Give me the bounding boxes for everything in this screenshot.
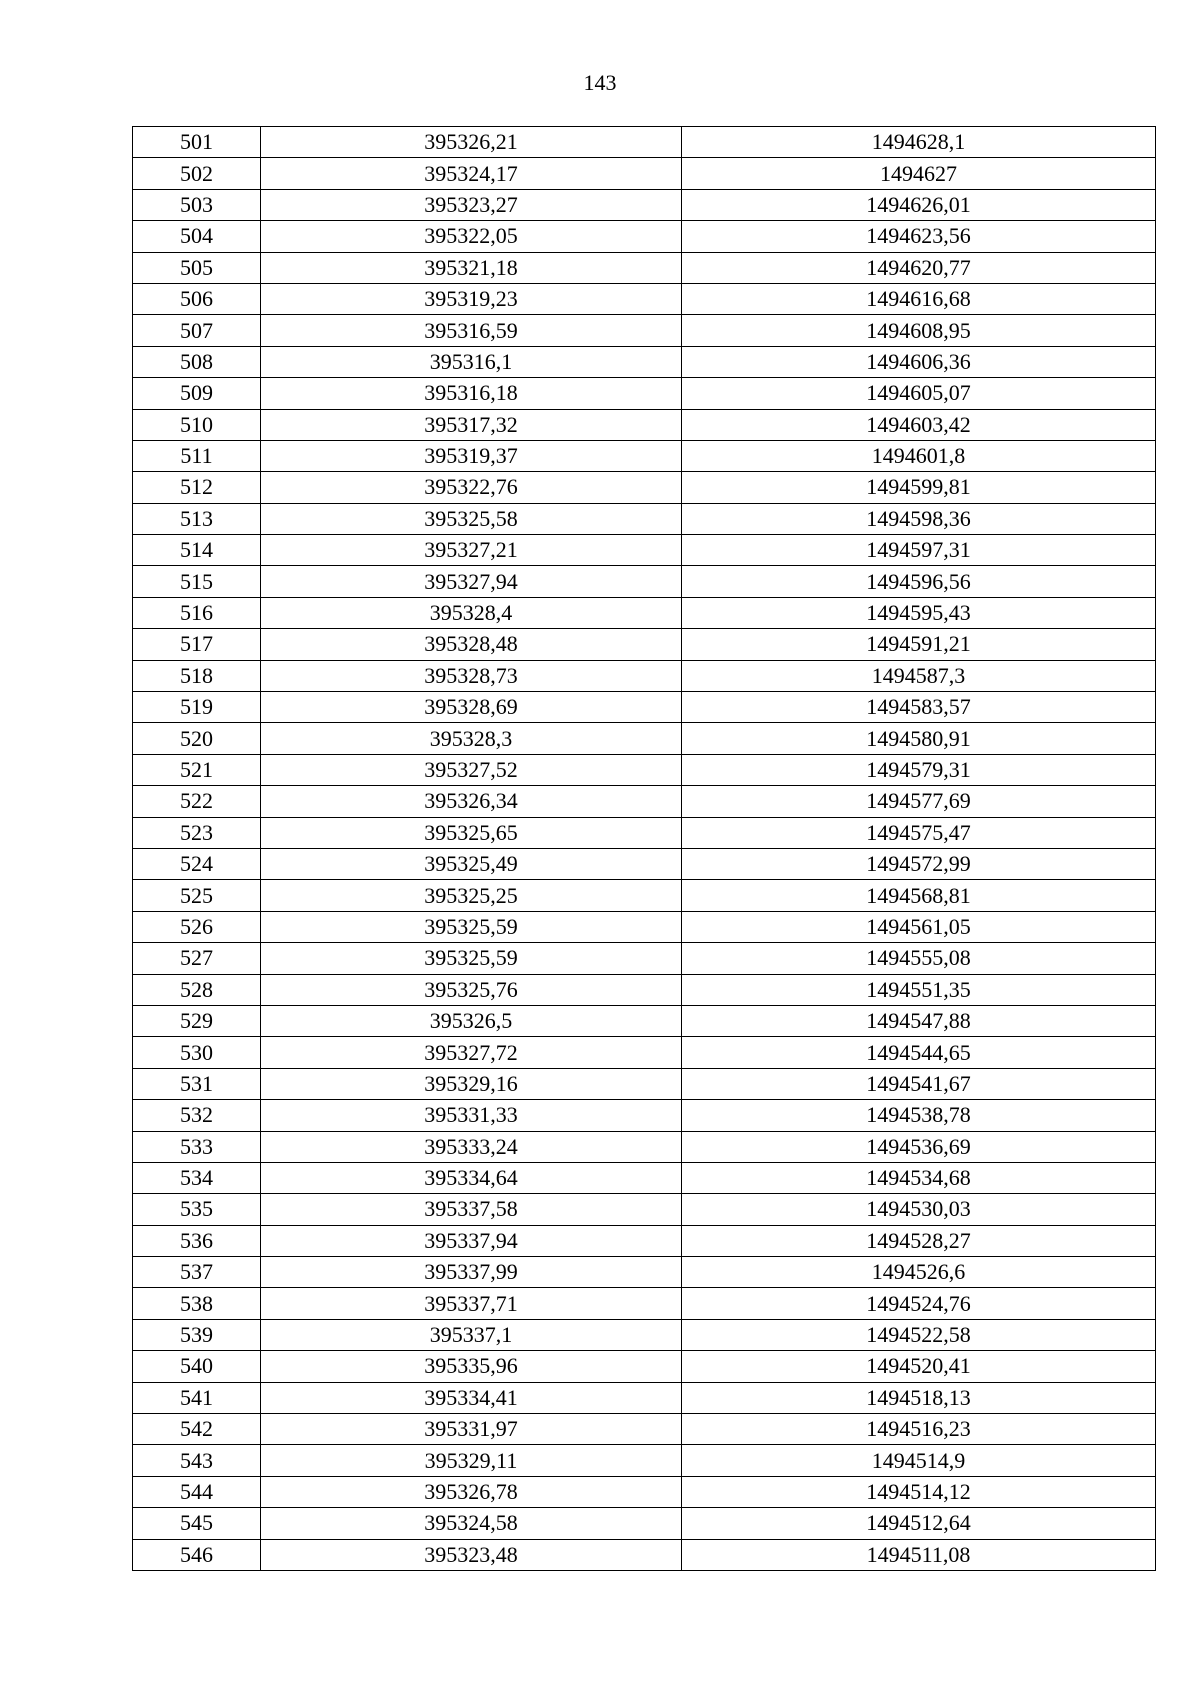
x-coordinate-cell: 395325,58 [261, 503, 682, 534]
x-coordinate-cell: 395323,27 [261, 189, 682, 220]
point-number-cell: 546 [133, 1539, 261, 1570]
table-row [133, 911, 1156, 942]
x-coordinate-cell: 395325,49 [261, 848, 682, 879]
y-coordinate-cell: 1494596,56 [682, 566, 1156, 597]
table-row [133, 660, 1156, 691]
y-coordinate-cell: 1494620,77 [682, 252, 1156, 283]
point-number-cell: 507 [133, 315, 261, 346]
point-number-cell: 539 [133, 1319, 261, 1350]
table-row [133, 848, 1156, 879]
point-number-cell: 534 [133, 1162, 261, 1193]
y-coordinate-cell: 1494512,64 [682, 1508, 1156, 1539]
table-row [133, 1037, 1156, 1068]
point-number-cell: 529 [133, 1005, 261, 1036]
x-coordinate-cell: 395327,72 [261, 1037, 682, 1068]
y-coordinate-cell: 1494597,31 [682, 535, 1156, 566]
x-coordinate-cell: 395328,4 [261, 597, 682, 628]
x-coordinate-cell: 395325,76 [261, 974, 682, 1005]
y-coordinate-cell: 1494514,12 [682, 1476, 1156, 1507]
table-row [133, 629, 1156, 660]
x-coordinate-cell: 395328,69 [261, 692, 682, 723]
table-row [133, 315, 1156, 346]
point-number-cell: 519 [133, 692, 261, 723]
table-row [133, 692, 1156, 723]
page-number: 143 [583, 70, 617, 95]
table-row [133, 880, 1156, 911]
y-coordinate-cell: 1494606,36 [682, 346, 1156, 377]
point-number-cell: 514 [133, 535, 261, 566]
table-row [133, 1319, 1156, 1350]
point-number-cell: 502 [133, 158, 261, 189]
x-coordinate-cell: 395327,21 [261, 535, 682, 566]
y-coordinate-cell: 1494530,03 [682, 1194, 1156, 1225]
table-row [133, 1100, 1156, 1131]
y-coordinate-cell: 1494518,13 [682, 1382, 1156, 1413]
point-number-cell: 509 [133, 378, 261, 409]
point-number-cell: 506 [133, 283, 261, 314]
x-coordinate-cell: 395324,58 [261, 1508, 682, 1539]
x-coordinate-cell: 395334,64 [261, 1162, 682, 1193]
y-coordinate-cell: 1494528,27 [682, 1225, 1156, 1256]
point-number-cell: 535 [133, 1194, 261, 1225]
x-coordinate-cell: 395333,24 [261, 1131, 682, 1162]
y-coordinate-cell: 1494605,07 [682, 378, 1156, 409]
table-row [133, 189, 1156, 220]
x-coordinate-cell: 395316,59 [261, 315, 682, 346]
y-coordinate-cell: 1494511,08 [682, 1539, 1156, 1570]
point-number-cell: 511 [133, 440, 261, 471]
table-row [133, 1414, 1156, 1445]
point-number-cell: 510 [133, 409, 261, 440]
table-row [133, 535, 1156, 566]
x-coordinate-cell: 395317,32 [261, 409, 682, 440]
x-coordinate-cell: 395319,37 [261, 440, 682, 471]
x-coordinate-cell: 395325,65 [261, 817, 682, 848]
x-coordinate-cell: 395337,58 [261, 1194, 682, 1225]
point-number-cell: 503 [133, 189, 261, 220]
point-number-cell: 533 [133, 1131, 261, 1162]
x-coordinate-cell: 395329,16 [261, 1068, 682, 1099]
x-coordinate-cell: 395337,1 [261, 1319, 682, 1350]
point-number-cell: 545 [133, 1508, 261, 1539]
y-coordinate-cell: 1494595,43 [682, 597, 1156, 628]
point-number-cell: 517 [133, 629, 261, 660]
y-coordinate-cell: 1494580,91 [682, 723, 1156, 754]
y-coordinate-cell: 1494538,78 [682, 1100, 1156, 1131]
y-coordinate-cell: 1494572,99 [682, 848, 1156, 879]
y-coordinate-cell: 1494577,69 [682, 786, 1156, 817]
table-row [133, 409, 1156, 440]
point-number-cell: 527 [133, 943, 261, 974]
point-number-cell: 521 [133, 754, 261, 785]
table-row [133, 346, 1156, 377]
y-coordinate-cell: 1494599,81 [682, 472, 1156, 503]
y-coordinate-cell: 1494608,95 [682, 315, 1156, 346]
table-row [133, 378, 1156, 409]
y-coordinate-cell: 1494603,42 [682, 409, 1156, 440]
x-coordinate-cell: 395316,1 [261, 346, 682, 377]
x-coordinate-cell: 395331,33 [261, 1100, 682, 1131]
point-number-cell: 523 [133, 817, 261, 848]
x-coordinate-cell: 395325,59 [261, 943, 682, 974]
table-row [133, 723, 1156, 754]
table-row [133, 597, 1156, 628]
x-coordinate-cell: 395321,18 [261, 252, 682, 283]
point-number-cell: 513 [133, 503, 261, 534]
table-row [133, 283, 1156, 314]
coordinates-table-body [133, 127, 1156, 1571]
table-row [133, 252, 1156, 283]
point-number-cell: 543 [133, 1445, 261, 1476]
y-coordinate-cell: 1494526,6 [682, 1257, 1156, 1288]
table-row [133, 158, 1156, 189]
point-number-cell: 537 [133, 1257, 261, 1288]
table-row [133, 1068, 1156, 1099]
y-coordinate-cell: 1494568,81 [682, 880, 1156, 911]
x-coordinate-cell: 395327,52 [261, 754, 682, 785]
y-coordinate-cell: 1494626,01 [682, 189, 1156, 220]
y-coordinate-cell: 1494534,68 [682, 1162, 1156, 1193]
x-coordinate-cell: 395326,21 [261, 127, 682, 158]
y-coordinate-cell: 1494627 [682, 158, 1156, 189]
point-number-cell: 501 [133, 127, 261, 158]
point-number-cell: 504 [133, 221, 261, 252]
table-row [133, 1539, 1156, 1570]
point-number-cell: 515 [133, 566, 261, 597]
table-row [133, 1194, 1156, 1225]
table-row [133, 472, 1156, 503]
x-coordinate-cell: 395328,73 [261, 660, 682, 691]
x-coordinate-cell: 395322,05 [261, 221, 682, 252]
y-coordinate-cell: 1494544,65 [682, 1037, 1156, 1068]
point-number-cell: 526 [133, 911, 261, 942]
y-coordinate-cell: 1494575,47 [682, 817, 1156, 848]
table-row [133, 221, 1156, 252]
point-number-cell: 530 [133, 1037, 261, 1068]
x-coordinate-cell: 395334,41 [261, 1382, 682, 1413]
point-number-cell: 532 [133, 1100, 261, 1131]
coordinates-table [132, 126, 1156, 1571]
point-number-cell: 520 [133, 723, 261, 754]
point-number-cell: 544 [133, 1476, 261, 1507]
y-coordinate-cell: 1494623,56 [682, 221, 1156, 252]
point-number-cell: 528 [133, 974, 261, 1005]
y-coordinate-cell: 1494522,58 [682, 1319, 1156, 1350]
y-coordinate-cell: 1494591,21 [682, 629, 1156, 660]
table-row [133, 1445, 1156, 1476]
y-coordinate-cell: 1494628,1 [682, 127, 1156, 158]
y-coordinate-cell: 1494541,67 [682, 1068, 1156, 1099]
x-coordinate-cell: 395335,96 [261, 1351, 682, 1382]
x-coordinate-cell: 395337,99 [261, 1257, 682, 1288]
point-number-cell: 536 [133, 1225, 261, 1256]
table-row [133, 1382, 1156, 1413]
table-row [133, 754, 1156, 785]
y-coordinate-cell: 1494551,35 [682, 974, 1156, 1005]
x-coordinate-cell: 395326,34 [261, 786, 682, 817]
table-row [133, 1162, 1156, 1193]
x-coordinate-cell: 395331,97 [261, 1414, 682, 1445]
table-row [133, 127, 1156, 158]
x-coordinate-cell: 395329,11 [261, 1445, 682, 1476]
y-coordinate-cell: 1494520,41 [682, 1351, 1156, 1382]
y-coordinate-cell: 1494524,76 [682, 1288, 1156, 1319]
point-number-cell: 516 [133, 597, 261, 628]
table-row [133, 1257, 1156, 1288]
point-number-cell: 538 [133, 1288, 261, 1319]
table-row [133, 1225, 1156, 1256]
x-coordinate-cell: 395327,94 [261, 566, 682, 597]
x-coordinate-cell: 395337,94 [261, 1225, 682, 1256]
table-row [133, 1508, 1156, 1539]
x-coordinate-cell: 395316,18 [261, 378, 682, 409]
point-number-cell: 540 [133, 1351, 261, 1382]
y-coordinate-cell: 1494547,88 [682, 1005, 1156, 1036]
point-number-cell: 542 [133, 1414, 261, 1445]
y-coordinate-cell: 1494583,57 [682, 692, 1156, 723]
table-row [133, 817, 1156, 848]
table-row [133, 566, 1156, 597]
point-number-cell: 541 [133, 1382, 261, 1413]
x-coordinate-cell: 395326,5 [261, 1005, 682, 1036]
x-coordinate-cell: 395325,59 [261, 911, 682, 942]
point-number-cell: 505 [133, 252, 261, 283]
y-coordinate-cell: 1494601,8 [682, 440, 1156, 471]
table-row [133, 440, 1156, 471]
point-number-cell: 508 [133, 346, 261, 377]
table-row [133, 1005, 1156, 1036]
y-coordinate-cell: 1494616,68 [682, 283, 1156, 314]
point-number-cell: 512 [133, 472, 261, 503]
table-row [133, 1476, 1156, 1507]
table-row [133, 943, 1156, 974]
y-coordinate-cell: 1494536,69 [682, 1131, 1156, 1162]
x-coordinate-cell: 395328,3 [261, 723, 682, 754]
table-row [133, 974, 1156, 1005]
y-coordinate-cell: 1494587,3 [682, 660, 1156, 691]
y-coordinate-cell: 1494598,36 [682, 503, 1156, 534]
x-coordinate-cell: 395323,48 [261, 1539, 682, 1570]
table-row [133, 1351, 1156, 1382]
table-row [133, 503, 1156, 534]
x-coordinate-cell: 395322,76 [261, 472, 682, 503]
table-row [133, 1288, 1156, 1319]
point-number-cell: 524 [133, 848, 261, 879]
table-row [133, 786, 1156, 817]
y-coordinate-cell: 1494579,31 [682, 754, 1156, 785]
y-coordinate-cell: 1494516,23 [682, 1414, 1156, 1445]
x-coordinate-cell: 395325,25 [261, 880, 682, 911]
table-row [133, 1131, 1156, 1162]
point-number-cell: 531 [133, 1068, 261, 1099]
point-number-cell: 525 [133, 880, 261, 911]
x-coordinate-cell: 395324,17 [261, 158, 682, 189]
y-coordinate-cell: 1494555,08 [682, 943, 1156, 974]
y-coordinate-cell: 1494514,9 [682, 1445, 1156, 1476]
point-number-cell: 522 [133, 786, 261, 817]
x-coordinate-cell: 395319,23 [261, 283, 682, 314]
y-coordinate-cell: 1494561,05 [682, 911, 1156, 942]
point-number-cell: 518 [133, 660, 261, 691]
x-coordinate-cell: 395337,71 [261, 1288, 682, 1319]
x-coordinate-cell: 395328,48 [261, 629, 682, 660]
x-coordinate-cell: 395326,78 [261, 1476, 682, 1507]
